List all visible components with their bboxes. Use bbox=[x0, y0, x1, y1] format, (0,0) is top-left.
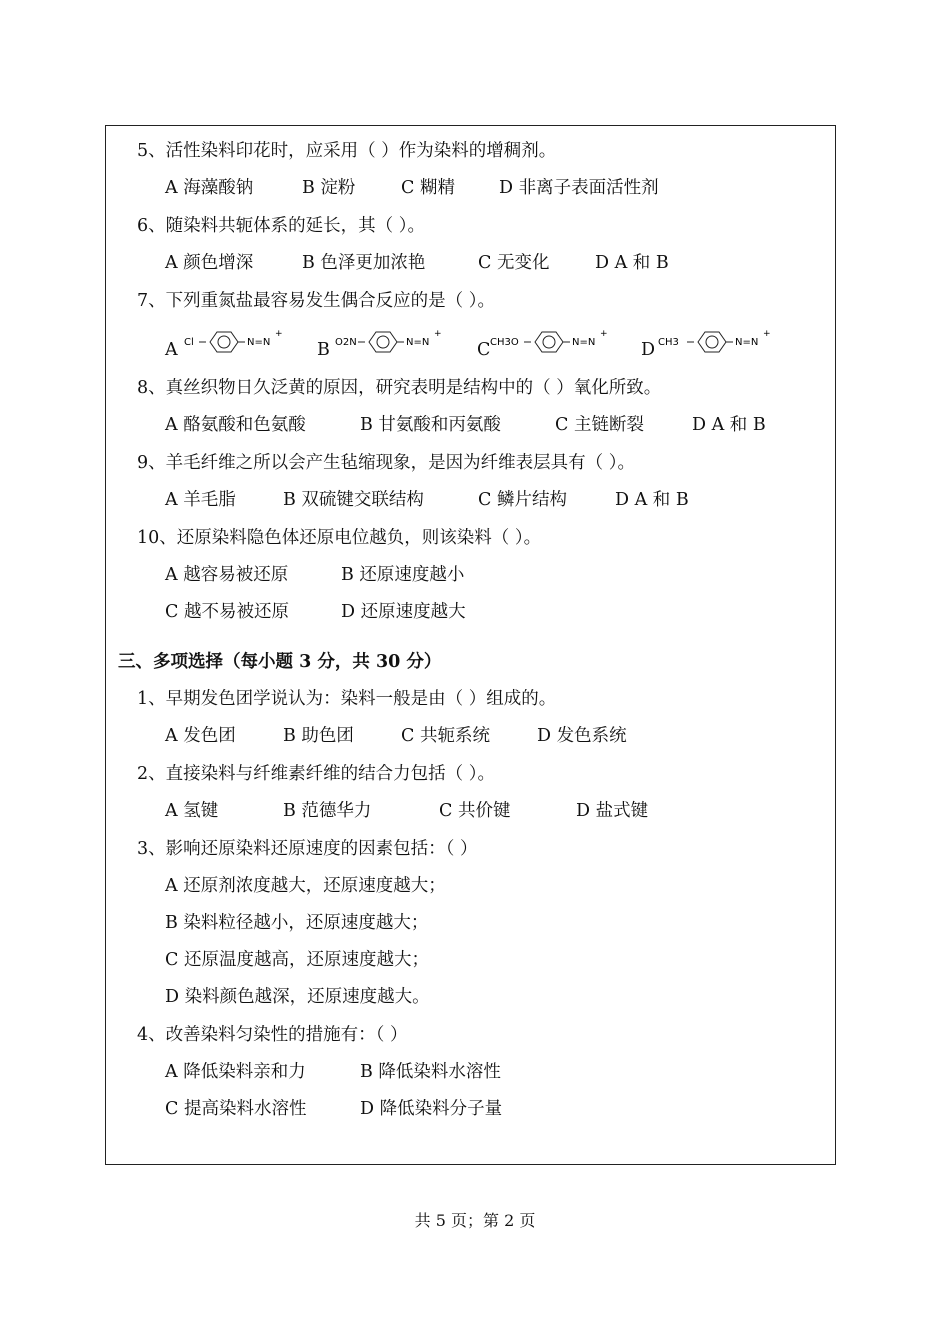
substituent-label: Cl bbox=[184, 337, 194, 348]
question-frame bbox=[105, 125, 836, 1165]
question-5-stem: 5、活性染料印花时，应采用（ ）作为染料的增稠剂。 bbox=[137, 141, 557, 161]
option-d: D A 和 B bbox=[692, 415, 766, 435]
option-a: A 发色团 bbox=[165, 726, 236, 746]
option-b: B 范德华力 bbox=[283, 801, 372, 821]
option-c-structure bbox=[477, 325, 627, 361]
option-c: C 主链断裂 bbox=[555, 415, 644, 435]
diazonium-structure-icon bbox=[178, 325, 298, 357]
option-a: A 酪氨酸和色氨酸 bbox=[165, 415, 306, 435]
question-10-stem: 10、还原染料隐色体还原电位越负，则该染料（ ）。 bbox=[137, 528, 542, 548]
option-d: D 非离子表面活性剂 bbox=[499, 178, 659, 198]
azo-group-label: N=N bbox=[572, 337, 596, 348]
question-7-stem: 7、下列重氮盐最容易发生偶合反应的是（ ）。 bbox=[137, 291, 495, 311]
option-d: D 染料颜色越深，还原速度越大。 bbox=[165, 987, 430, 1007]
multi-question-3-stem: 3、影响还原染料还原速度的因素包括：（ ） bbox=[137, 839, 478, 859]
multi-question-4-stem: 4、改善染料匀染性的措施有：（ ） bbox=[137, 1025, 408, 1045]
option-a: A 降低染料亲和力 bbox=[165, 1062, 306, 1082]
option-b: B 色泽更加浓艳 bbox=[302, 253, 426, 273]
option-b: B 降低染料水溶性 bbox=[360, 1062, 501, 1082]
option-b: B 染料粒径越小，还原速度越大； bbox=[165, 913, 429, 933]
question-8-stem: 8、真丝织物日久泛黄的原因，研究表明是结构中的（ ）氧化所致。 bbox=[137, 378, 662, 398]
svg-text:+: + bbox=[600, 329, 608, 339]
option-c: C 共轭系统 bbox=[401, 726, 490, 746]
option-b: B 双硫键交联结构 bbox=[283, 490, 424, 510]
svg-text:+: + bbox=[275, 329, 283, 339]
substituent-label: CH3 bbox=[658, 337, 679, 348]
diazonium-structure-icon bbox=[654, 325, 794, 357]
multi-question-1-stem: 1、早期发色团学说认为：染料一般是由（ ）组成的。 bbox=[137, 689, 557, 709]
page-footer: 共 5 页；第 2 页 bbox=[414, 1211, 536, 1230]
option-d-structure bbox=[641, 325, 791, 361]
substituent-label: O2N bbox=[335, 337, 357, 348]
option-letter: B bbox=[317, 340, 330, 360]
option-d: D 还原速度越大 bbox=[341, 602, 466, 622]
option-a: A 氢键 bbox=[165, 801, 219, 821]
diazonium-structure-icon bbox=[330, 325, 460, 357]
question-9-stem: 9、羊毛纤维之所以会产生毡缩现象，是因为纤维表层具有（ ）。 bbox=[137, 453, 635, 473]
diazonium-structure-icon bbox=[490, 325, 630, 357]
option-a: A 还原剂浓度越大，还原速度越大； bbox=[165, 876, 446, 896]
option-a: A 海藻酸钠 bbox=[165, 178, 254, 198]
option-letter: D bbox=[641, 340, 656, 360]
option-letter: A bbox=[165, 340, 178, 360]
section-title: 三、多项选择（每小题 3 分，共 30 分） bbox=[118, 652, 442, 672]
option-b: B 还原速度越小 bbox=[341, 565, 465, 585]
azo-group-label: N=N bbox=[735, 337, 759, 348]
option-c: C 无变化 bbox=[478, 253, 550, 273]
question-6-stem: 6、随染料共轭体系的延长，其（ ）。 bbox=[137, 216, 425, 236]
azo-group-label: N=N bbox=[247, 337, 271, 348]
option-b: B 甘氨酸和丙氨酸 bbox=[360, 415, 501, 435]
option-a-structure bbox=[165, 325, 295, 361]
svg-text:+: + bbox=[763, 329, 771, 339]
option-c: C 鳞片结构 bbox=[478, 490, 567, 510]
option-d: D A 和 B bbox=[595, 253, 669, 273]
option-a: A 越容易被还原 bbox=[165, 565, 289, 585]
svg-text:+: + bbox=[434, 329, 442, 339]
option-b: B 助色团 bbox=[283, 726, 354, 746]
option-d: D A 和 B bbox=[615, 490, 689, 510]
option-b: B 淀粉 bbox=[302, 178, 356, 198]
substituent-label: CH3O bbox=[490, 337, 519, 348]
option-c: C 越不易被还原 bbox=[165, 602, 289, 622]
option-c: C 提高染料水溶性 bbox=[165, 1099, 307, 1119]
option-b-structure bbox=[317, 325, 457, 361]
option-a: A 羊毛脂 bbox=[165, 490, 236, 510]
option-c: C 糊精 bbox=[401, 178, 455, 198]
option-d: D 发色系统 bbox=[537, 726, 627, 746]
option-d: D 降低染料分子量 bbox=[360, 1099, 503, 1119]
option-d: D 盐式键 bbox=[576, 801, 649, 821]
option-letter: C bbox=[477, 340, 491, 360]
multi-question-2-stem: 2、直接染料与纤维素纤维的结合力包括（ ）。 bbox=[137, 764, 495, 784]
azo-group-label: N=N bbox=[406, 337, 430, 348]
option-c: C 还原温度越高，还原速度越大； bbox=[165, 950, 429, 970]
option-a: A 颜色增深 bbox=[165, 253, 254, 273]
question-7-structures bbox=[165, 325, 805, 361]
option-c: C 共价键 bbox=[439, 801, 511, 821]
